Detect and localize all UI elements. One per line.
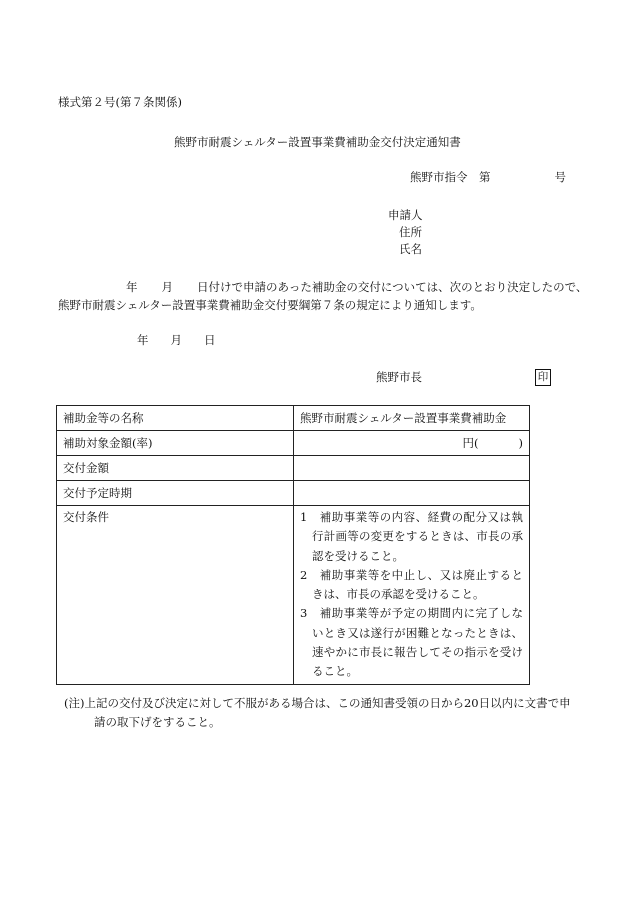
subsidy-info-table: [56, 405, 530, 685]
table-label: 交付金額: [57, 456, 294, 481]
table-label: 交付予定時期: [57, 481, 294, 506]
table-label: 補助対象金額(率): [57, 431, 294, 456]
body-line1-text: 日付けで申請のあった補助金の交付については、次のとおり決定したので、: [197, 280, 588, 294]
seal-mark: 印: [535, 369, 551, 386]
table-row: [57, 481, 530, 506]
table-row-conditions: [57, 506, 530, 685]
condition-item: 3 補助事業等が予定の期間内に完了しないとき又は遂行が困難となったときは、速やかに市長に報告してその指示を受けること。: [300, 606, 523, 679]
condition-item: 2 補助事業等を中止し、又は廃止するときは、市長の承認を受けること。: [300, 567, 523, 602]
table-label: 交付条件: [57, 506, 294, 685]
table-value: [294, 481, 530, 506]
issue-date: [137, 334, 216, 348]
document-number-prefix: 熊野市指令 第: [410, 170, 491, 184]
yen-label: 円(: [462, 436, 479, 450]
date-month: 月: [170, 333, 182, 347]
address-label: 住所: [399, 225, 422, 239]
applicant-label: 申請人: [388, 208, 423, 222]
form-number: 様式第２号(第７条関係): [58, 95, 182, 109]
table-row: [57, 431, 530, 456]
condition-item: 1 補助事業等の内容、経費の配分又は執行計画等の変更をするときは、市長の承認を受けること。: [300, 510, 523, 563]
body-year: 年: [126, 280, 138, 294]
body-month: 月: [161, 280, 173, 294]
name-label: 氏名: [399, 242, 422, 256]
table-value: [294, 456, 530, 481]
document-number-suffix: 号: [554, 170, 566, 184]
table-value: 熊野市耐震シェルター設置事業費補助金: [294, 406, 530, 431]
date-day: 日: [204, 333, 216, 347]
body-text-line1: [58, 281, 587, 295]
date-year: 年: [137, 333, 149, 347]
note-line1: (注)上記の交付及び決定に対して不服がある場合は、この通知書受領の日から20日以内に文書で申: [64, 696, 571, 710]
document-title: 熊野市耐震シェルター設置事業費補助金交付決定通知書: [174, 135, 461, 149]
yen-close: ): [518, 436, 523, 450]
note-line2: 請の取下げをすること。: [94, 715, 221, 729]
table-value-amount: [294, 431, 530, 456]
conditions-list: [294, 506, 530, 685]
mayor-signature: 熊野市長: [376, 370, 422, 384]
table-row: [57, 456, 530, 481]
body-text-line2: 熊野市耐震シェルター設置事業費補助金交付要綱第７条の規定により通知します。: [58, 298, 482, 312]
document-number: [410, 171, 566, 185]
table-row: [57, 406, 530, 431]
table-label: 補助金等の名称: [57, 406, 294, 431]
